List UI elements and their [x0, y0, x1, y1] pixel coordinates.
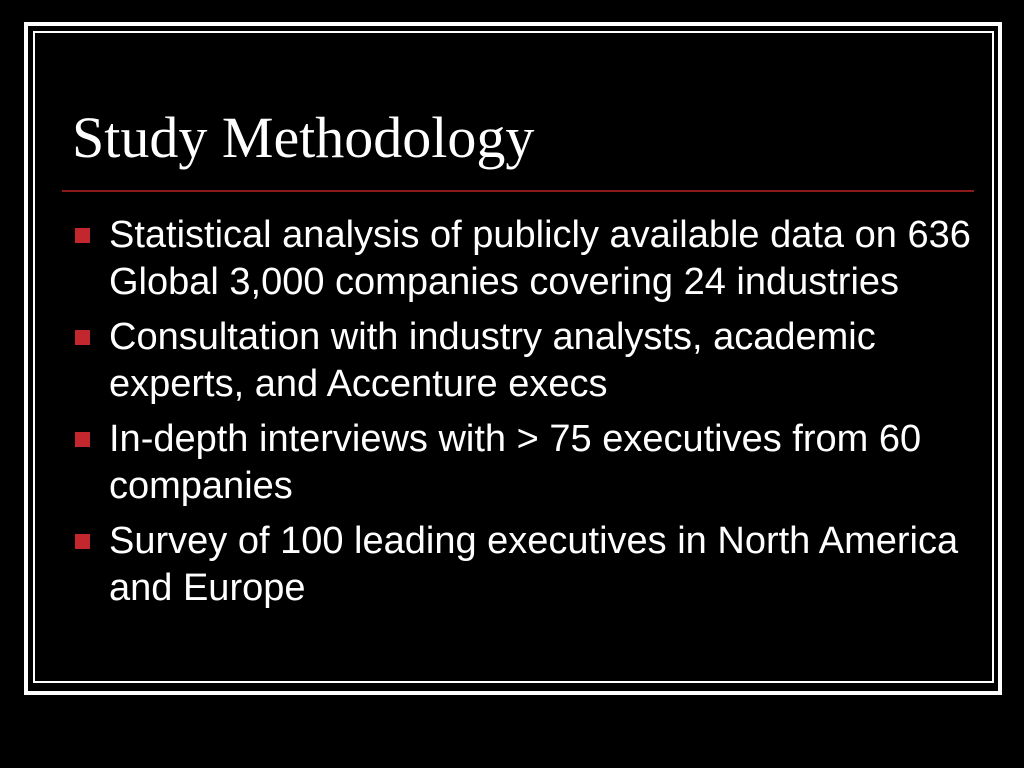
square-bullet-icon	[75, 228, 90, 243]
square-bullet-icon	[75, 432, 90, 447]
bullet-item-interviews	[72, 416, 972, 510]
bullet-text: In-depth interviews with > 75 executives from 60 companies	[109, 418, 922, 507]
square-bullet-icon	[75, 330, 90, 345]
bullet-text: Consultation with industry analysts, academic experts, and Accenture execs	[109, 316, 876, 405]
bullet-item-statistical-analysis	[72, 212, 972, 306]
bullet-text: Survey of 100 leading executives in North America and Europe	[109, 520, 959, 609]
bullet-item-survey	[72, 518, 972, 612]
bullet-list	[72, 212, 972, 620]
title-divider	[62, 190, 974, 192]
slide-title: Study Methodology	[72, 105, 535, 170]
square-bullet-icon	[75, 534, 90, 549]
bullet-item-consultation	[72, 314, 972, 408]
bullet-text: Statistical analysis of publicly available data on 636 Global 3,000 companies covering 24 industries	[109, 214, 971, 303]
